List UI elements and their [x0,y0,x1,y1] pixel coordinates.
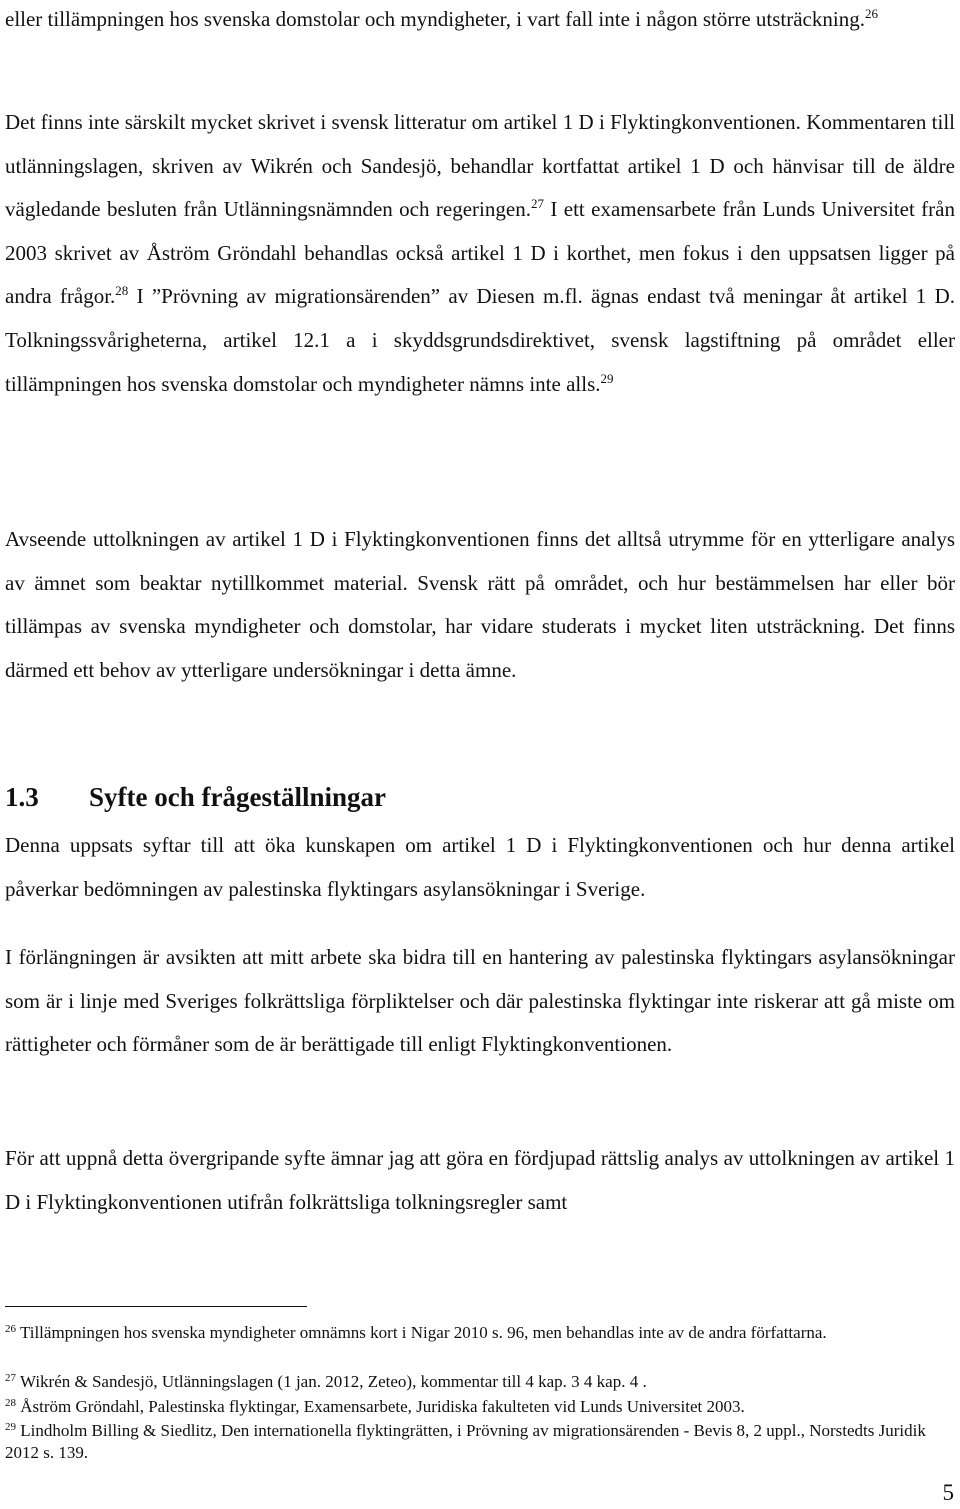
paragraph-5 [5,936,955,1067]
footnote-ref-28: 28 [115,283,129,299]
paragraph-4-text: Denna uppsats syftar till att öka kunskapen om artikel 1 D i Flyktingkonventionen och hur denna artikel påverkar bedömningen av palestinska flyktingars asylansökningar i Sverige. [5,833,955,901]
paragraph-6 [5,1137,955,1224]
footnote-number: 28 [5,1397,16,1409]
paragraph-2 [5,101,955,406]
footnote-26 [5,1322,955,1344]
paragraph-2-text-c: I ”Prövning av migrationsärenden” av Diesen m.fl. ägnas endast två meningar åt artikel 1 D. Tolkningssvårigheterna, artikel 12.1 a i skyddsgrundsdirektivet, svensk lagstiftning på området eller tillämpningen hos svenska domstolar och myndigheter nämns inte alls. [5,284,955,396]
footnote-text: Tillämpningen hos svenska myndigheter omnämns kort i Nigar 2010 s. 96, men behandlas inte av de andra författarna. [19,1323,827,1342]
paragraph-6-text: För att uppnå detta övergripande syfte ämnar jag att göra en fördjupad rättslig analys av uttolkningen av artikel 1 D i Flyktingkonventionen utifrån folkrättsliga tolkningsregler samt [5,1146,955,1214]
footnote-text: Wikrén & Sandesjö, Utlänningslagen (1 jan. 2012, Zeteo), kommentar till 4 kap. 3 4 kap. 4 . [19,1372,647,1391]
footnote-text: Lindholm Billing & Siedlitz, Den internationella flyktingrätten, i Prövning av migrationsärenden - Bevis 8, 2 uppl., Norstedts Juridik 2012 s. 139. [5,1421,926,1462]
paragraph-1-text: eller tillämpningen hos svenska domstolar och myndigheter, i vart fall inte i någon större utsträckning. [5,7,865,31]
paragraph-1 [5,0,955,42]
footnote-number: 27 [5,1372,16,1384]
footnote-29 [5,1420,955,1464]
section-heading [5,782,386,813]
footnote-ref-27: 27 [530,196,544,212]
footnote-separator [5,1306,307,1307]
footnote-ref-26: 26 [864,6,878,21]
footnote-number: 29 [5,1421,16,1433]
paragraph-2-text-b: I ett examensarbete från Lunds Universitet från 2003 skrivet av Åström Gröndahl behandlas också artikel 1 D i korthet, men fokus i den uppsatsen ligger på andra frågor. [5,197,955,309]
section-title: Syfte och frågeställningar [89,782,386,812]
footnote-28 [5,1396,955,1418]
footnote-ref-29: 29 [600,370,614,386]
paragraph-3 [5,518,955,692]
footnote-number: 26 [5,1323,16,1335]
paragraph-2-text-a: Det finns inte särskilt mycket skrivet i svensk litteratur om artikel 1 D i Flyktingkonventionen. Kommentaren till utlänningslagen, skriven av Wikrén och Sandesjö, behandlar kortfattat artikel 1 D och hänvisar till de äldre vägledande besluten från Utlänningsnämnden och regeringen. [5,110,955,222]
paragraph-5-text: I förlängningen är avsikten att mitt arbete ska bidra till en hantering av palestinska flyktingars asylansökningar som är i linje med Sveriges folkrättsliga förpliktelser och där palestinska flyktingar inte riskerar att gå miste om rättigheter och förmåner som de är berättigade till enligt Flyktingkonventionen. [5,945,955,1057]
page-number: 5 [942,1480,954,1505]
section-number: 1.3 [5,782,39,812]
footnote-27 [5,1371,955,1393]
footnote-text: Åström Gröndahl, Palestinska flyktingar, Examensarbete, Juridiska fakulteten vid Lunds Universitet 2003. [20,1397,745,1416]
paragraph-4 [5,824,955,911]
paragraph-3-text: Avseende uttolkningen av artikel 1 D i Flyktingkonventionen finns det alltså utrymme för en ytterligare analys av ämnet som beaktar nytillkommet material. Svensk rätt på området, och hur bestämmelsen har eller bör tillämpas av svenska myndigheter och domstolar, har vidare studerats i mycket liten utsträckning. Det finns därmed ett behov av ytterligare undersökningar i detta ämne. [5,527,955,682]
